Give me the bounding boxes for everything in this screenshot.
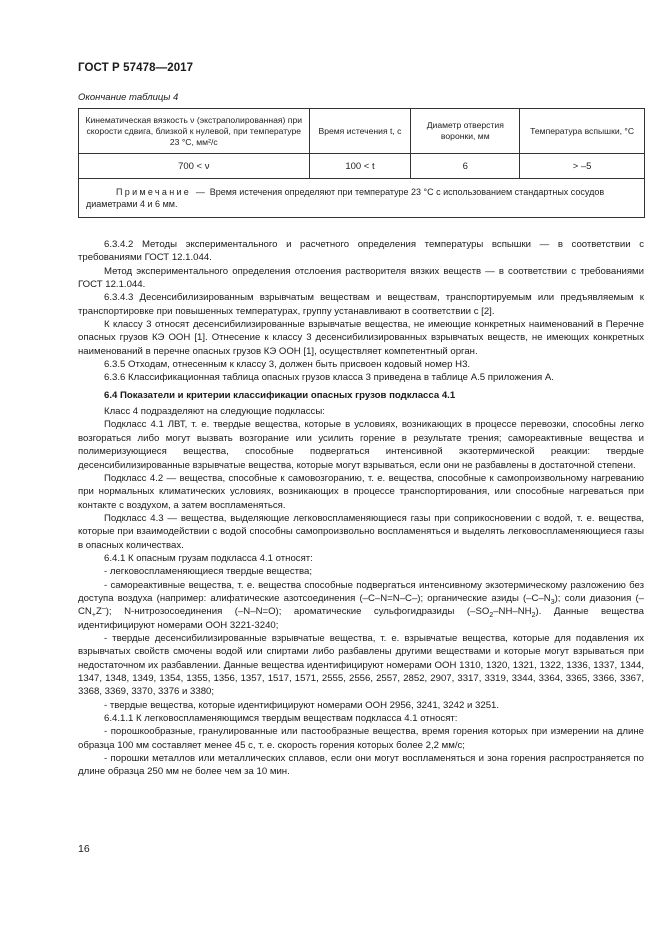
table-cell-flash-point: > –5 [520,154,645,179]
formula-text: - самореактивные вещества, т. е. вещества способные подвергаться интенсивному экзотермическому разложению без доступа воздуха (например: алифатические азотсоединения (–C–N=N–C–); органические азиды (–C–N [78,579,644,604]
subscript: 2 [489,612,494,620]
list-item-metal-powders: - порошки металлов или металлических сплавов, если они могут воспламеняться и зона горения распространяется по длине образца 250 мм не более чем за 10 мин. [78,753,644,778]
list-item-powders: - порошкообразные, гранулированные или пастообразные вещества, время горения которых при измерении на длине образца 100 мм составляет менее 45 с, т. е. скорость горения которых более 2,2 мм/с; [78,726,644,751]
list-item-solids-un: - твердые вещества, которые идентифицируют номерами ООН 2956, 3241, 3242 и 3251. [104,699,500,711]
table-cell-viscosity: 700 < ν [79,154,310,179]
paragraph-viscous-method: Метод экспериментального определения отслоения растворителя вязких веществ — в соответствии с требованиями ГОСТ 12.1.044. [78,265,644,291]
formula-text: Z [95,606,102,618]
paragraph-class-4-intro: Класс 4 подразделяют на следующие подклассы: [104,406,325,418]
table-note-label: Примечание — [116,187,208,197]
column-header-funnel-diameter: Диаметр отверстия воронки, мм [411,109,520,154]
paragraph-6-3-6: 6.3.6 Классификационная таблица опасных грузов класса 3 приведена в таблице А.5 приложения А. [104,372,554,384]
paragraph-6-3-4-2: 6.3.4.2 Методы экспериментального и расчетного определения температуры вспышки — в соответствии с требованиями ГОСТ 12.1.044. [78,239,644,264]
table-note-text: Время истечения определяют при температуре 23 °С с использованием стандартных сосудов диаметрами 4 и 6 мм. [86,187,605,209]
paragraph-subclass-4-1: Подкласс 4.1 ЛВТ, т. е. твердые вещества, которые в условиях, возникающих в процессе перевозки, способны легко возгораться либо могут вызвать возгорание или усилить горение в результате трения; самореактивные вещества и полимеризующиеся вещества, способные подвергаться интенсивной экзотермической реакции: твердые десенсибилизированные взрывчатые вещества, которые могут взрываться, если они не разбавлены в достаточной степени. [78,419,644,471]
superscript: – [101,605,106,613]
paragraph-subclass-4-3: Подкласс 4.3 — вещества, выделяющие легковоспламеняющиеся газы при соприкосновении с водой, т. е. вещества, которые при взаимодействии с водой способны самопроизвольно воспламеняться и выделять легковоспламеняющиеся газы в опасных количествах. [78,512,644,551]
subscript: 3 [550,598,555,606]
column-header-flow-time: Время истечения t, с [309,109,411,154]
table-caption: Окончание таблицы 4 [78,92,179,103]
formula-text: ); соли диазония (–CN [78,592,644,618]
column-header-flash-point: Температура вспышки, °С [520,109,645,154]
viscosity-table [78,108,645,218]
subscript: 2 [531,612,536,620]
table-cell-funnel-diameter: 6 [411,154,520,179]
formula-text: ); N-нитрозосоединения (–N–N=O); ароматические сульфогидразиды (–SO [105,606,490,618]
section-title-6-4: 6.4 Показатели и критерии классификации опасных грузов подкласса 4.1 [104,389,456,401]
document-header: ГОСТ Р 57478—2017 [78,62,194,74]
page-number: 16 [78,843,90,855]
formula-text: –NH–NH [493,606,532,618]
paragraph-6-4-1-1: 6.4.1.1 К легковоспламеняющимся твердым веществам подкласса 4.1 относят: [104,713,458,725]
subscript: + [91,612,96,620]
table-cell-flow-time: 100 < t [309,154,411,179]
column-header-viscosity: Кинематическая вязкость ν (экстраполированная) при скорости сдвига, близкой к нулевой, при температуре 23 °С, мм²/с [79,109,310,154]
paragraph-class-3: К классу 3 относят десенсибилизированные взрывчатые вещества, не имеющие конкретных наименований в Перечне опасных грузов КЭ ООН [1]. Отнесение к классу 3 десенсибилизированных взрывчатых веществ, не имеющих конкретных наименований в перечне опасных грузов КЭ ООН [1], осуществляет компетентный орган. [78,319,644,357]
list-item-desensitized: - твердые десенсибилизированные взрывчатые вещества, т. е. взрывчатые вещества, которые для подавления их взрывчатых свойств смочены водой или спиртами либо разбавлены другими веществами и которые могут взрываться при недостаточном их разбавлении. Данные вещества идентифицируют номерами ООН 1310, 1320, 1321, 1322, 1336, 1337, 1344, 1347, 1348, 1349, 1354, 1355, 1356, 1357, 1517, 1571, 2555, 2556, 2557, 2852, 2907, 3317, 3319, 3344, 3364, 3365, 3366, 3367, 3368, 3369, 3370, 3376 и 3380; [78,632,644,698]
list-item-flammable-solids: - легковоспламеняющиеся твердые вещества; [104,566,313,578]
formula-text: ). Данные вещества идентифицируют номерами ООН 3221-3240; [78,606,645,631]
table-note [79,179,645,218]
table-header-row [79,109,645,154]
table-row [79,154,645,179]
table-note-row [79,179,645,218]
paragraph-subclass-4-2: Подкласс 4.2 — вещества, способные к самовозгоранию, т. е. вещества, способные к самопроизвольному нагреванию при нормальных климатических условиях, возникающих в процессе транспортирования, или способные нагреваться при контакте с воздухом, а затем воспламеняться. [78,472,644,511]
list-item-self-reactive [78,579,644,632]
paragraph-6-3-4-3: 6.3.4.3 Десенсибилизированным взрывчатым веществам и веществам, транспортируемым или предъявляемым к транспортировке при повышенных температурах, группу устанавливают в соответствии с [2]. [78,292,644,317]
paragraph-6-3-5: 6.3.5 Отходам, отнесенным к классу 3, должен быть присвоен кодовый номер Н3. [104,359,471,371]
paragraph-6-4-1: 6.4.1 К опасным грузам подкласса 4.1 относят: [104,552,313,564]
body-text [78,238,644,779]
